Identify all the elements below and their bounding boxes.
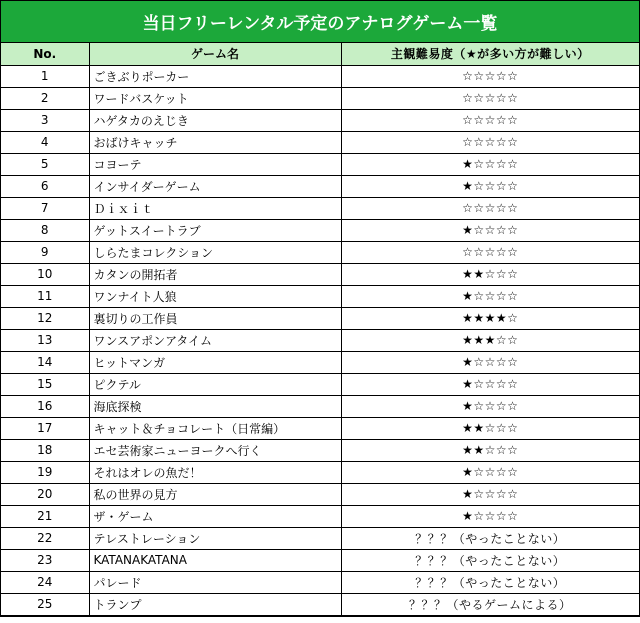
row-number: 18	[1, 439, 89, 461]
game-name: テレストレーション	[89, 527, 341, 549]
difficulty-rating: ？？？（やったことない）	[341, 527, 639, 549]
row-number: 25	[1, 593, 89, 615]
game-name: ワードバスケット	[89, 87, 341, 109]
difficulty-rating: ★☆☆☆☆	[341, 395, 639, 417]
game-name: ハゲタカのえじき	[89, 109, 341, 131]
difficulty-rating: ★☆☆☆☆	[341, 373, 639, 395]
game-name: ザ・ゲーム	[89, 505, 341, 527]
difficulty-rating: ★★☆☆☆	[341, 439, 639, 461]
difficulty-rating: ★☆☆☆☆	[341, 351, 639, 373]
table-row	[1, 549, 639, 571]
difficulty-rating: ☆☆☆☆☆	[341, 87, 639, 109]
table-row	[1, 527, 639, 549]
table-row	[1, 351, 639, 373]
game-name: ワンナイト人狼	[89, 285, 341, 307]
row-number: 8	[1, 219, 89, 241]
table-body	[1, 65, 639, 615]
row-number: 21	[1, 505, 89, 527]
row-number: 5	[1, 153, 89, 175]
difficulty-rating: ？？？（やったことない）	[341, 571, 639, 593]
table-row	[1, 307, 639, 329]
row-number: 1	[1, 65, 89, 87]
table-row	[1, 153, 639, 175]
table-row	[1, 461, 639, 483]
table-row	[1, 219, 639, 241]
game-name: ごきぶりポーカー	[89, 65, 341, 87]
game-table	[1, 43, 639, 616]
table-row	[1, 373, 639, 395]
row-number: 22	[1, 527, 89, 549]
table-row	[1, 197, 639, 219]
game-name: インサイダーゲーム	[89, 175, 341, 197]
row-number: 20	[1, 483, 89, 505]
header-game-name: ゲーム名	[89, 43, 341, 65]
table-row	[1, 241, 639, 263]
difficulty-rating: ☆☆☆☆☆	[341, 109, 639, 131]
difficulty-rating: ★☆☆☆☆	[341, 285, 639, 307]
sheet-title: 当日フリーレンタル予定のアナログゲーム一覧	[1, 0, 639, 43]
row-number: 7	[1, 197, 89, 219]
game-name: おばけキャッチ	[89, 131, 341, 153]
row-number: 19	[1, 461, 89, 483]
game-name: ピクテル	[89, 373, 341, 395]
game-name: ヒットマンガ	[89, 351, 341, 373]
table-row	[1, 593, 639, 615]
difficulty-rating: ★★☆☆☆	[341, 263, 639, 285]
difficulty-rating: ★☆☆☆☆	[341, 505, 639, 527]
row-number: 17	[1, 417, 89, 439]
row-number: 23	[1, 549, 89, 571]
difficulty-rating: ？？？（やるゲームによる）	[341, 593, 639, 615]
game-name: ワンスアポンアタイム	[89, 329, 341, 351]
row-number: 10	[1, 263, 89, 285]
game-name: 海底探検	[89, 395, 341, 417]
row-number: 9	[1, 241, 89, 263]
difficulty-rating: ★☆☆☆☆	[341, 175, 639, 197]
table-row	[1, 175, 639, 197]
game-name: しらたまコレクション	[89, 241, 341, 263]
difficulty-rating: ★★☆☆☆	[341, 417, 639, 439]
header-no: No.	[1, 43, 89, 65]
table-row	[1, 439, 639, 461]
difficulty-rating: ★☆☆☆☆	[341, 483, 639, 505]
difficulty-rating: ★☆☆☆☆	[341, 219, 639, 241]
game-name: エセ芸術家ニューヨークへ行く	[89, 439, 341, 461]
difficulty-rating: ☆☆☆☆☆	[341, 241, 639, 263]
game-name: Ｄｉｘｉｔ	[89, 197, 341, 219]
table-row	[1, 505, 639, 527]
row-number: 11	[1, 285, 89, 307]
difficulty-rating: ？？？（やったことない）	[341, 549, 639, 571]
game-name: キャット＆チョコレート（日常編）	[89, 417, 341, 439]
game-name: トランプ	[89, 593, 341, 615]
game-name: ゲットスイートラブ	[89, 219, 341, 241]
row-number: 4	[1, 131, 89, 153]
row-number: 13	[1, 329, 89, 351]
row-number: 3	[1, 109, 89, 131]
table-row	[1, 109, 639, 131]
row-number: 12	[1, 307, 89, 329]
table-row	[1, 329, 639, 351]
difficulty-rating: ☆☆☆☆☆	[341, 131, 639, 153]
game-name: それはオレの魚だ！	[89, 461, 341, 483]
difficulty-rating: ★★★☆☆	[341, 329, 639, 351]
table-row	[1, 131, 639, 153]
game-name: 私の世界の見方	[89, 483, 341, 505]
table-row	[1, 65, 639, 87]
table-row	[1, 285, 639, 307]
table-row	[1, 263, 639, 285]
difficulty-rating: ★☆☆☆☆	[341, 153, 639, 175]
game-name: カタンの開拓者	[89, 263, 341, 285]
table-row	[1, 87, 639, 109]
difficulty-rating: ☆☆☆☆☆	[341, 197, 639, 219]
header-row	[1, 43, 639, 65]
row-number: 14	[1, 351, 89, 373]
difficulty-rating: ★★★★☆	[341, 307, 639, 329]
table-row	[1, 417, 639, 439]
game-name: KATANAKATANA	[89, 549, 341, 571]
row-number: 24	[1, 571, 89, 593]
game-name: コヨーテ	[89, 153, 341, 175]
row-number: 2	[1, 87, 89, 109]
game-name: 裏切りの工作員	[89, 307, 341, 329]
table-row	[1, 395, 639, 417]
table-row	[1, 571, 639, 593]
row-number: 16	[1, 395, 89, 417]
row-number: 15	[1, 373, 89, 395]
difficulty-rating: ★☆☆☆☆	[341, 461, 639, 483]
header-difficulty: 主観難易度（★が多い方が難しい）	[341, 43, 639, 65]
table-row	[1, 483, 639, 505]
row-number: 6	[1, 175, 89, 197]
difficulty-rating: ☆☆☆☆☆	[341, 65, 639, 87]
game-name: パレード	[89, 571, 341, 593]
